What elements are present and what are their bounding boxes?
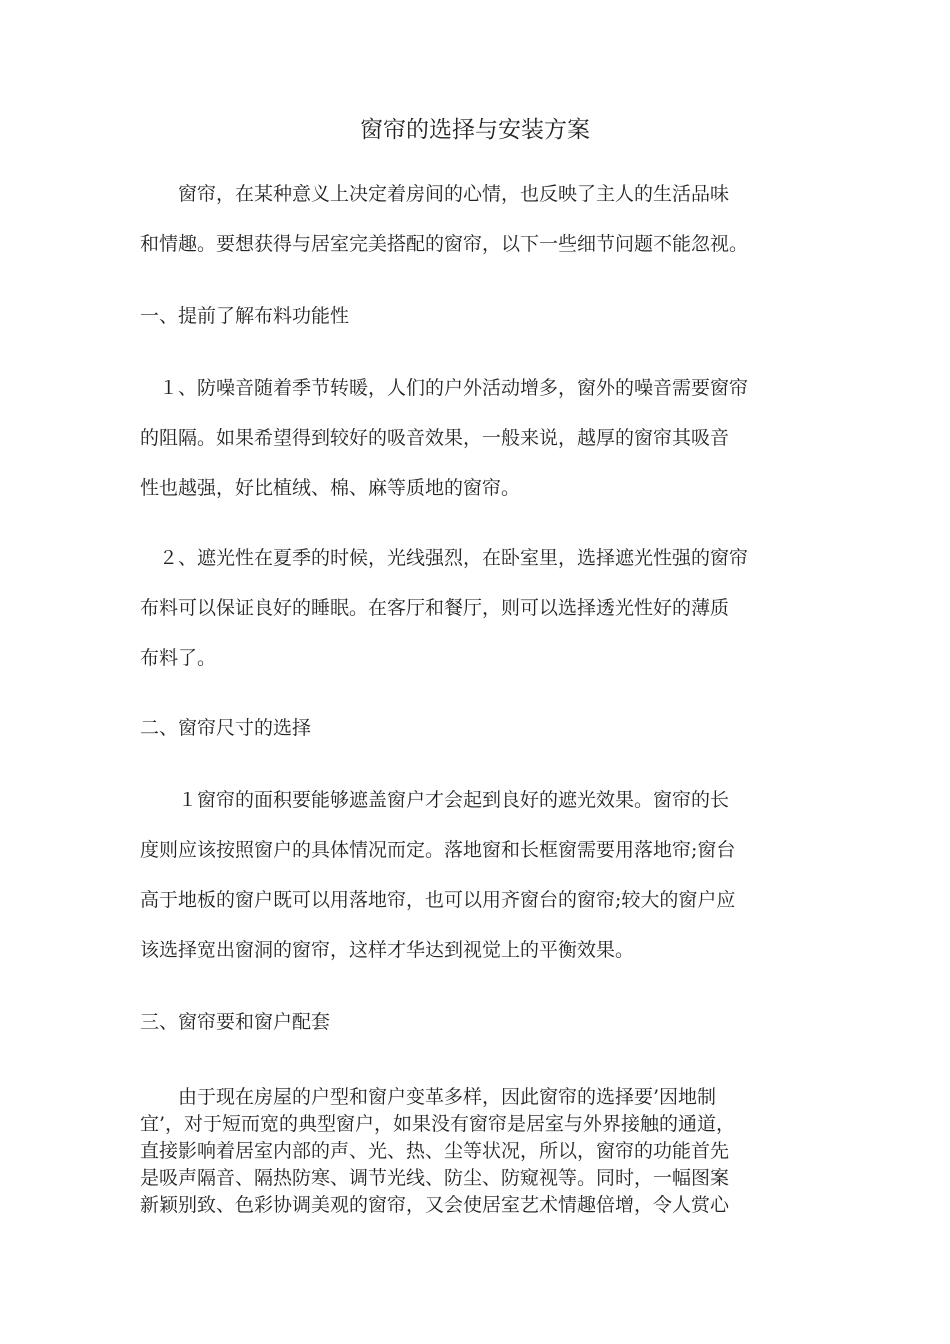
section-2-item-1-line-3: 高于地板的窗户既可以用落地帘，也可以用齐窗台的窗帘;较大的窗户应 [140,889,736,911]
section-1-item-1-line-2: 的阻隔。如果希望得到较好的吸音效果，一般来说，越厚的窗帘其吸音 [140,427,730,449]
section-1-item-2-line-2: 布料可以保证良好的睡眠。在客厅和餐厅，则可以选择透光性好的薄质 [140,597,730,619]
section-1-item-2-line-1: ２、遮光性在夏季的时候，光线强烈，在卧室里，选择遮光性强的窗帘 [140,547,749,569]
intro-line-1: 窗帘，在某种意义上决定着房间的心情，也反映了主人的生活品味 [140,183,730,205]
document-title: 窗帘的选择与安装方案 [360,117,590,143]
section-3-paragraph [140,1084,820,1219]
section-3-paragraph-line-3: 直接影响着居室内部的声、光、热、尘等状况，所以，窗帘的功能首先 [140,1140,730,1162]
section-1-item-2-line-3: 布料了。 [140,647,217,669]
section-2-item-1-line-1: １窗帘的面积要能够遮盖窗户才会起到良好的遮光效果。窗帘的长 [140,789,730,811]
intro-line-2: 和情趣。要想获得与居室完美搭配的窗帘，以下一些细节问题不能忽视。 [140,233,749,255]
section-3-heading: 三、窗帘要和窗户配套 [140,1011,331,1033]
section-2-heading: 二、窗帘尺寸的选择 [140,717,312,739]
section-2-item-1-line-4: 该选择宽出窗洞的窗帘，这样才华达到视觉上的平衡效果。 [140,939,635,961]
section-3-paragraph-line-2: 宜’，对于短而宽的典型窗户，如果没有窗帘是居室与外界接触的通道， [140,1113,736,1135]
section-3-paragraph-line-1: 由于现在房屋的户型和窗户变革多样，因此窗帘的选择要’因地制 [140,1086,717,1108]
section-3-paragraph-line-5: 新颖别致、色彩协调美观的窗帘，又会使居室艺术情趣倍增，令人赏心 [140,1194,730,1216]
section-1-item-1-line-3: 性也越强，好比植绒、棉、麻等质地的窗帘。 [140,477,521,499]
section-2-item-1-line-2: 度则应该按照窗户的具体情况而定。落地窗和长框窗需要用落地帘;窗台 [140,839,736,861]
section-3-paragraph-line-4: 是吸声隔音、隔热防寒、调节光线、防尘、防窥视等。同时，一幅图案 [140,1167,730,1189]
section-1-heading: 一、提前了解布料功能性 [140,305,350,327]
section-1-item-1-line-1: １、防噪音随着季节转暖，人们的户外活动增多，窗外的噪音需要窗帘 [140,377,749,399]
